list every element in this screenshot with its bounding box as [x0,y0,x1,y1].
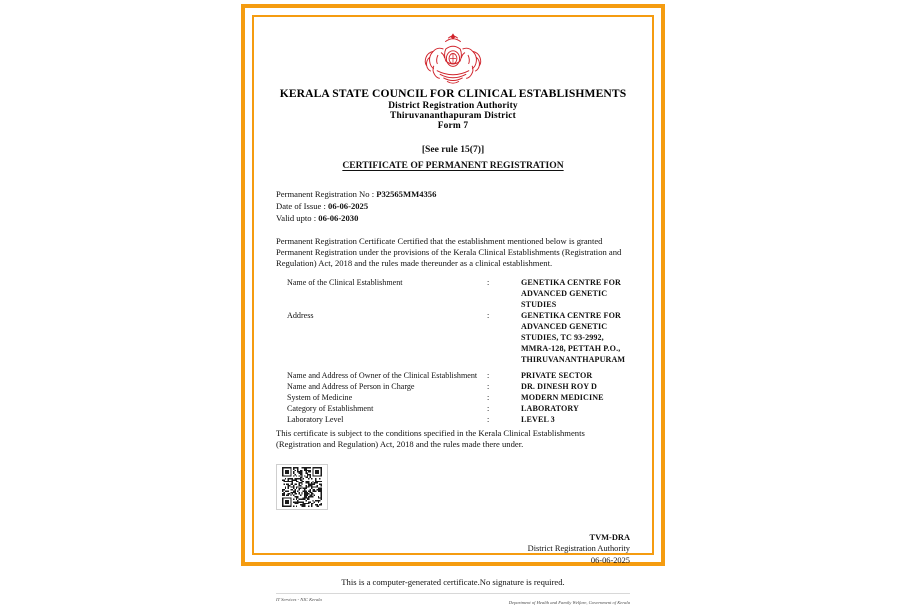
table-row [276,392,630,403]
authority-code: TVM-DRA [589,532,630,542]
form-number: Form 7 [437,121,469,131]
detail-value: PRIVATE SECTOR [521,370,593,380]
table-row [276,370,630,381]
detail-label: System of Medicine [287,392,353,402]
detail-colon: : [487,311,490,321]
computer-generated-note: This is a computer-generated certificate.No signature is required. [341,577,565,588]
detail-value: LABORATORY [521,403,579,413]
rule-reference: [See rule 15(7)] [421,144,485,155]
establishment-details-table [276,277,630,425]
registration-meta [276,188,630,225]
signature-date: 06-06-2025 [590,555,630,565]
valid-upto-line [276,212,630,224]
authority-subtitle: District Registration Authority [388,101,518,111]
detail-colon: : [487,277,490,287]
valid-upto-label: Valid upto : [276,213,319,224]
table-row [276,310,630,365]
authority-name: District Registration Authority [527,544,630,554]
detail-label: Address [287,311,314,321]
valid-upto-value: 06-06-2030 [318,213,359,224]
registration-number-line [276,188,630,200]
district-subtitle: Thiruvananthapuram District [390,111,516,121]
detail-label: Name and Address of Person in Charge [287,381,415,391]
detail-label: Name of the Clinical Establishment [287,277,403,287]
table-row [276,414,630,425]
qr-block [276,464,630,510]
verification-qr-code[interactable] [276,464,328,510]
detail-value: DR. DINESH ROY D [521,381,597,391]
preamble-paragraph: Permanent Registration Certificate Certified that the establishment mentioned below is granted Permanent Registration under the provisions of the Kerala Clinical Establishments (Registration and Regulation) Act, 2018 and the rules made thereunder as a clinical establishment. [276,235,622,269]
kerala-state-emblem-icon [417,31,489,85]
detail-label: Laboratory Level [287,414,344,424]
certificate-inner-border [252,15,654,606]
footer-divider [276,593,630,594]
page-title: KERALA STATE COUNCIL FOR CLINICAL ESTABLISHMENTS [279,87,627,100]
registration-number-value: P32565MM4356 [376,189,437,199]
detail-value: LEVEL 3 [521,414,555,424]
registration-number-label: Permanent Registration No : [276,189,377,199]
certificate-page [254,17,652,606]
footer-left-credit: IT Services - NIC Kerala [276,597,322,603]
issue-date-label: Date of Issue : [276,201,329,212]
footer-right-credit: Department of Health and Family Welfare, Government of Kerala [508,600,630,606]
footer-row [276,597,630,609]
certificate-outer-border [241,4,665,606]
detail-value: GENETIKA CENTRE FOR ADVANCED GENETIC STUDIES [521,277,621,310]
issue-date-line [276,200,630,212]
detail-value: GENETIKA CENTRE FOR ADVANCED GENETIC STUDIES, TC 93-2992, MMRA-128, PETTAH P.O., THIRUVANANTHAPURAM [521,311,626,365]
table-row [276,381,630,392]
detail-colon: : [487,392,490,402]
signature-block [276,532,630,566]
certificate-title: CERTIFICATE OF PERMANENT REGISTRATION [342,160,564,171]
detail-label: Name and Address of Owner of the Clinical Establishment [287,370,478,380]
detail-colon: : [487,403,490,413]
detail-colon: : [487,381,490,391]
detail-label: Category of Establishment [287,403,374,413]
detail-colon: : [487,414,490,424]
table-row [276,403,630,414]
issue-date-value: 06-06-2025 [328,201,369,212]
detail-colon: : [487,370,490,380]
detail-value: MODERN MEDICINE [521,392,604,402]
conditions-paragraph: This certificate is subject to the conditions specified in the Kerala Clinical Establishments (Registration and Regulation) Act, 2018 and the rules made there under. [276,428,585,450]
emblem-block [276,31,630,85]
table-row [276,277,630,310]
